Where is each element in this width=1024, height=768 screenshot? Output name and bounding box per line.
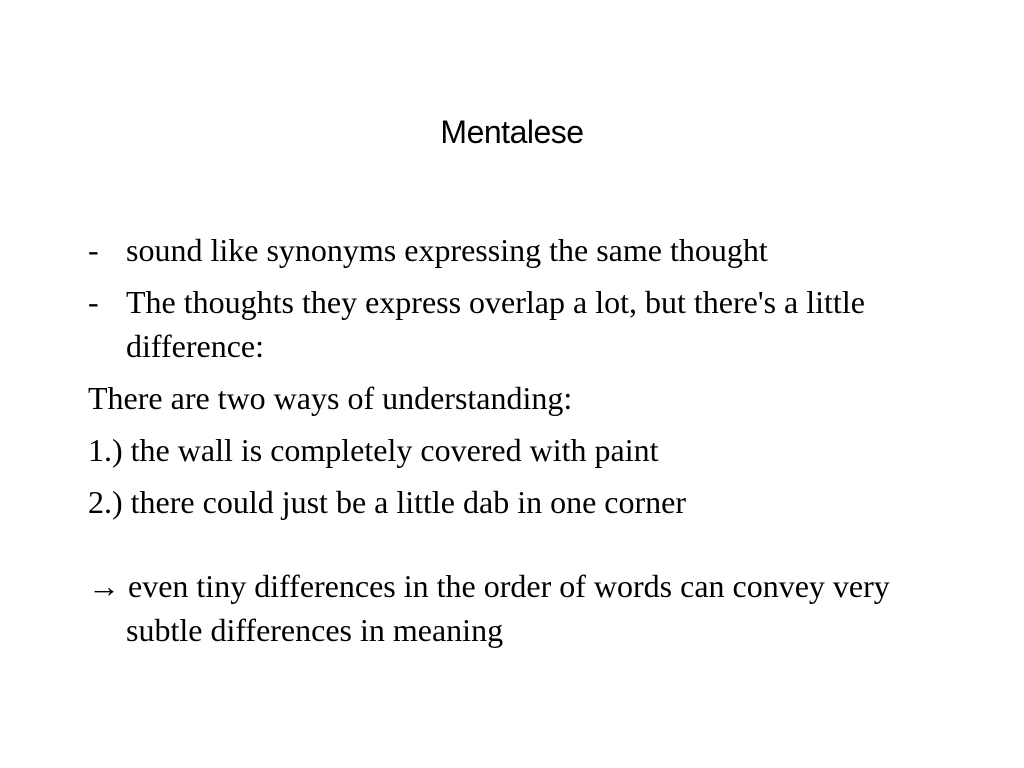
conclusion-text: → even tiny differences in the order of words can convey very subtle differences in meaning	[88, 568, 890, 648]
slide-title: Mentalese	[440, 114, 584, 150]
spacer	[88, 524, 968, 564]
slide-body	[88, 228, 968, 652]
text-line: There are two ways of understanding:	[88, 380, 573, 416]
bullet-text: sound like synonyms expressing the same thought	[126, 232, 768, 268]
bullet-item	[88, 228, 968, 272]
bullet-marker: -	[88, 284, 99, 320]
bullet-marker: -	[88, 232, 99, 268]
text-line: 2.) there could just be a little dab in one corner	[88, 484, 687, 520]
bullet-text: The thoughts they express overlap a lot, but there's a little difference:	[126, 284, 865, 364]
bullet-item	[88, 280, 968, 368]
text-line: 1.) the wall is completely covered with paint	[88, 432, 659, 468]
